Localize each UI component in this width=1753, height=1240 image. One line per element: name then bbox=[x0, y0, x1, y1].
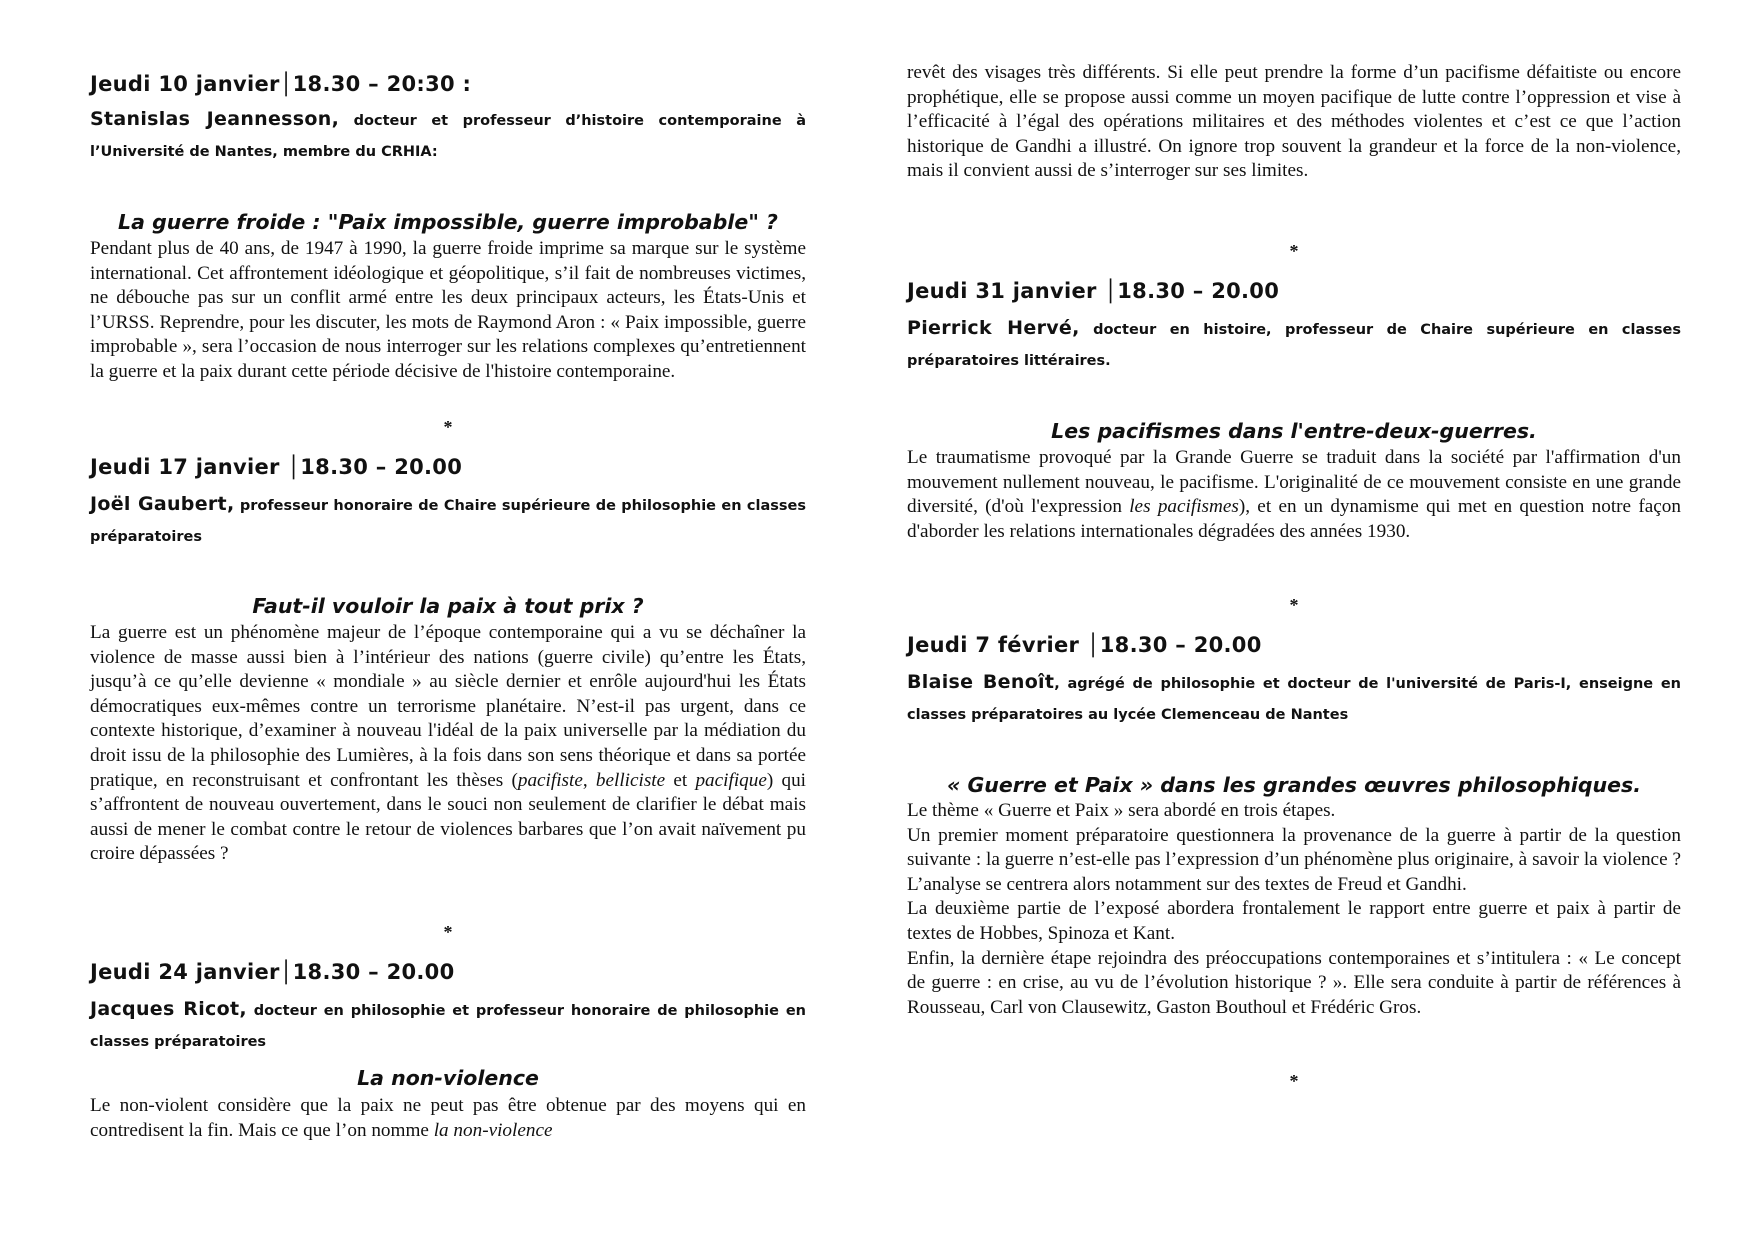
session-2-abstract-a: La guerre est un phénomène majeur de l’époque contemporaine qui a vu se déchaîner la violence de masse aussi bien à l’intérieur des nations (guerre civile) qu’entre les États, jusqu’à ce qu’elle devienne « mondiale » au siècle dernier et enrôle aujourd'hui les États démocratiques eux-mêmes contre un terrorisme planétaire. N’est-il pas urgent, dans ce contexte historique, d’examiner à nouveau l'idéal de la paix universelle par la médiation du droit issu de la philosophie des Lumières, à la fois dans son sens théorique et dans sa portée pratique, en reconstruisant et confrontant les thèses ( bbox=[90, 622, 806, 791]
session-4-speaker bbox=[907, 313, 1681, 377]
emphasis-non-violence: la non-violence bbox=[433, 1119, 553, 1141]
session-5-speaker-desc: , agrégé de philosophie et docteur de l'université de Paris-I, enseigne en classes préparatoires au lycée Clemenceau de Nantes bbox=[907, 676, 1681, 723]
session-5-paragraph-1: Le thème « Guerre et Paix » sera abordé en trois étapes. bbox=[907, 800, 1336, 821]
session-1-abstract: Pendant plus de 40 ans, de 1947 à 1990, la guerre froide imprime sa marque sur le système international. Cet affrontement idéologique et géopolitique, s’il fait de nombreuses victimes, ne débouche pas sur un conflit armé entre les deux principaux acteurs, les États-Unis et l’URSS. Reprendre, pour les discuter, les mots de Raymond Aron : « Paix impossible, guerre improbable », sera l’occasion de nous interroger sur les relations complexes qu’entretiennent la guerre et la paix durant cette période décisive de l'histoire contemporaine. bbox=[90, 238, 806, 382]
session-5-talk-title: « Guerre et Paix » dans les grandes œuvres philosophiques. bbox=[946, 773, 1641, 797]
session-3-abstract-text: Le non-violent considère que la paix ne peut pas être obtenue par des moyens qui en contredisent la fin. Mais ce que l’on nomme bbox=[90, 1095, 806, 1141]
session-1-talk-title: La guerre froide : "Paix impossible, guerre improbable" ? bbox=[118, 210, 778, 234]
session-1-speaker-desc: docteur et professeur d’histoire contemporaine à l’Université de Nantes, membre du CRHIA: bbox=[90, 113, 806, 160]
session-1-date: Jeudi 10 janvier│18.30 – 20:30 : bbox=[90, 72, 472, 96]
session-4-abstract-a: Le traumatisme provoqué par la Grande Guerre se traduit dans la société par l'affirmation d'un mouvement nullement nouveau, le pacifisme. L'originalité de ce mouvement consiste en une grande diversité, (d'où l'expression bbox=[907, 447, 1681, 518]
session-4-abstract bbox=[907, 446, 1681, 544]
session-3-speaker-desc: docteur en philosophie et professeur honoraire de philosophie en classes préparatoires bbox=[90, 1003, 806, 1050]
session-4-abstract-b: ), et en un dynamisme qui met en question notre façon d'aborder les relations internationales dégradées des années 1930. bbox=[907, 496, 1681, 542]
emphasis-pacifiste: pacifiste bbox=[517, 769, 583, 791]
session-3-date: Jeudi 24 janvier│18.30 – 20.00 bbox=[90, 960, 455, 984]
session-5-date: Jeudi 7 février │18.30 – 20.00 bbox=[907, 633, 1262, 657]
emphasis-pacifique: pacifique bbox=[695, 769, 767, 791]
session-1-speaker bbox=[90, 104, 806, 168]
separator-star: * bbox=[1289, 241, 1299, 261]
session-5-abstract bbox=[907, 799, 1681, 1020]
session-2-speaker bbox=[90, 489, 806, 553]
emphasis-les-pacifismes: les pacifismes bbox=[1129, 496, 1239, 518]
session-3-abstract-continued: revêt des visages très différents. Si elle peut prendre la forme d’un pacifisme défaitiste ou encore prophétique, elle se propose aussi comme un moyen pacifique de lutte contre l’oppression et vise à l’efficacité à l’égal des opérations militaires et des méthodes violentes et c’est ce que l’action historique de Gandhi a illustré. On ignore trop souvent la grandeur et la force de la non-violence, mais il convient aussi de s’interroger sur ses limites. bbox=[907, 62, 1681, 182]
abstract-sep-2: et bbox=[665, 769, 696, 791]
session-2-speaker-desc: professeur honoraire de Chaire supérieure de philosophie en classes préparatoires bbox=[90, 498, 806, 545]
abstract-sep-1: , bbox=[582, 769, 596, 791]
session-3-talk-title: La non-violence bbox=[357, 1066, 539, 1090]
session-5-paragraph-4: Enfin, la dernière étape rejoindra des préoccupations contemporaines et s’intitulera : « Le concept de guerre : en crise, au vu de l’évolution historique ? ». Elle sera conduite à partir de références à Rousseau, Carl von Clausewitz, Gaston Bouthoul et Frédéric Gros. bbox=[907, 947, 1681, 1018]
session-5-paragraph-2: Un premier moment préparatoire questionnera la provenance de la guerre à partir de la question suivante : la guerre n’est-elle pas l’expression d’un phénomène plus originaire, à savoir la violence ? L’analyse se centrera alors notamment sur des textes de Freud et Gandhi. bbox=[907, 824, 1681, 895]
session-2-abstract-b: ) qui s’affrontent de nouveau ouvertement, dans le souci non seulement de clarifier le débat mais aussi de mener le combat contre le retour de violences barbares que l’on avait naïvement pu croire dépassées ? bbox=[90, 769, 806, 865]
session-3-speaker bbox=[90, 994, 806, 1058]
session-2-talk-title: Faut-il vouloir la paix à tout prix ? bbox=[252, 594, 644, 618]
session-3-speaker-name: Jacques Ricot, bbox=[90, 998, 247, 1020]
session-4-talk-title: Les pacifismes dans l'entre-deux-guerres. bbox=[1051, 419, 1537, 443]
separator-star: * bbox=[1289, 1071, 1299, 1091]
separator-star: * bbox=[443, 922, 453, 942]
session-5-paragraph-3: La deuxième partie de l’exposé abordera frontalement le rapport entre guerre et paix à partir de textes de Hobbes, Spinoza et Kant. bbox=[907, 898, 1681, 944]
session-2-date: Jeudi 17 janvier │18.30 – 20.00 bbox=[90, 455, 463, 479]
session-3-abstract bbox=[90, 1094, 806, 1143]
session-4-speaker-name: Pierrick Hervé, bbox=[907, 317, 1080, 339]
separator-star: * bbox=[443, 417, 453, 437]
session-5-speaker bbox=[907, 667, 1681, 731]
session-4-date: Jeudi 31 janvier │18.30 – 20.00 bbox=[907, 279, 1280, 303]
session-4-speaker-desc: docteur en histoire, professeur de Chaire supérieure en classes préparatoires littéraires. bbox=[907, 322, 1681, 369]
session-1-speaker-name: Stanislas Jeannesson, bbox=[90, 108, 340, 130]
session-2-abstract bbox=[90, 621, 806, 867]
session-2-speaker-name: Joël Gaubert, bbox=[90, 493, 235, 515]
session-5-speaker-name: Blaise Benoît bbox=[907, 671, 1055, 693]
emphasis-belliciste: belliciste bbox=[595, 769, 666, 791]
separator-star: * bbox=[1289, 595, 1299, 615]
